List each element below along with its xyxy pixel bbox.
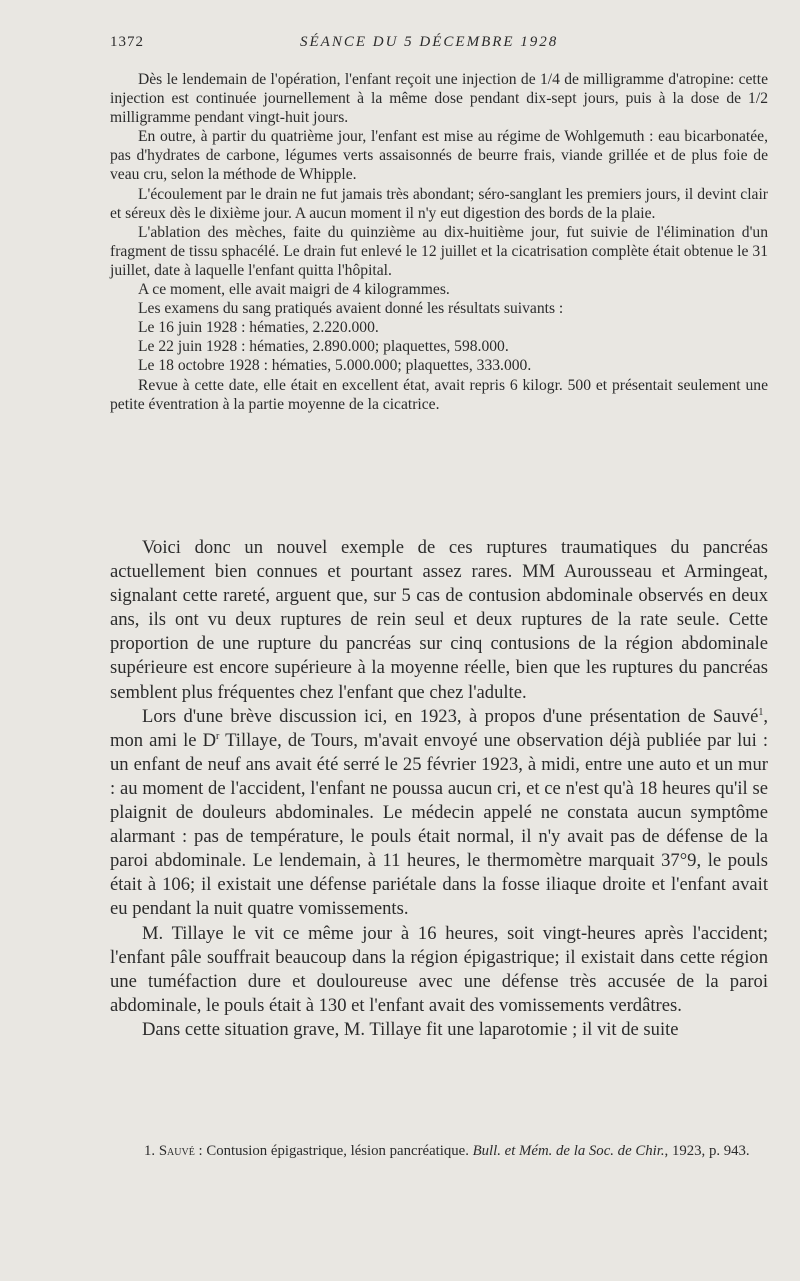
paragraph: L'ablation des mèches, faite du quinzième au dix-huitième jour, fut suivie de l'élimination d'un fragment de tissu sphacélé. Le drain fut enlevé le 12 juillet et la cicatrisation complète était obtenue le 31 juillet, date à laquelle l'enfant quitta l'hôpital. <box>110 223 768 279</box>
paragraph: M. Tillaye le vit ce même jour à 16 heures, soit vingt-heures après l'accident; l'enfant pâle souffrait beaucoup dans la région épigastrique; il existait dans cette région une tuméfaction dure et douloureuse avec une défense très accusée de la paroi abdominale, le pouls était à 130 et l'enfant avait des vomissements verdâtres. <box>110 922 768 1016</box>
blood-exam-line: Le 16 juin 1928 : hématies, 2.220.000. <box>138 319 379 337</box>
footnote-ref: 1 <box>758 706 764 718</box>
paragraph: Voici donc un nouvel exemple de ces ruptures traumatiques du pancréas actuellement bien connues et pourtant assez rares. MM Aurousseau et Armingeat, signalant cette rareté, arguent que, sur 5 cas de contusion abdominale observés en deux ans, ils ont vu deux ruptures de rein seul et deux ruptures de la rate seule. Cette proportion de une rupture du pancréas sur cinq contusions de la région abdominale supérieure est encore supérieure à la moyenne réelle, bien que les ruptures du pancréas semblent plus fréquentes chez l'enfant que chez l'adulte. <box>110 537 768 703</box>
footnote: 1. Sauvé : Contusion épigastrique, lésion pancréatique. Bull. et Mém. de la Soc. de Chir., 1923, p. 943. <box>144 1143 750 1159</box>
paragraph: Dans cette situation grave, M. Tillaye fit une laparotomie ; il vit de suite <box>142 1018 679 1040</box>
paragraph: L'écoulement par le drain ne fut jamais très abondant; séro-sanglant les premiers jours, il devint clair et séreux dès le dixième jour. A aucun moment il n'y eut digestion des bords de la plaie. <box>110 185 768 222</box>
paragraph: Les examens du sang pratiqués avaient donné les résultats suivants : <box>138 300 564 318</box>
main-text <box>110 536 768 1042</box>
paragraph: En outre, à partir du quatrième jour, l'enfant est mise au régime de Wohlgemuth : eau bicarbonatée, pas d'hydrates de carbone, légumes verts assaisonnés de beurre frais, viande grillée et de plus foie de veau cru, selon la méthode de Whipple. <box>110 128 768 184</box>
paragraph: Dès le lendemain de l'opération, l'enfant reçoit une injection de 1/4 de milligramme d'atropine: cette injection est continuée journellement à la même dose pendant dix-sept jours, puis à la dose de 1/2 milligramme pendant vingt-huit jours. <box>110 71 768 127</box>
blood-exam-line: Le 22 juin 1928 : hématies, 2.890.000; plaquettes, 598.000. <box>138 338 509 356</box>
paragraph: A ce moment, elle avait maigri de 4 kilogrammes. <box>138 281 450 299</box>
page-header <box>110 34 766 56</box>
paragraph: Lors d'une brève discussion ici, en 1923, à propos d'une présentation de Sauvé$^1$, mon ami le $D^r$ Tillaye, de Tours, m'avait envoyé une observation déjà publiée par lui : un enfant de neuf ans avait été serré le 25 février 1923, à midi, entre une auto et un mur : au moment de l'accident, l'enfant ne poussa aucun cri, et ce n'est qu'à 18 heures qu'il se plaignit de douleurs abdominales. Le médecin appelé ne constata aucun symptôme alarmant : pas de température, le pouls était normal, il n'y avait pas de défense de la paroi abdominale. Le lendemain, à 11 heures, le thermomètre marquait 37°9, le pouls était à 106; il existait une défense pariétale dans la fosse iliaque droite et l'enfant avait eu pendant la nuit quatre vomissements. <box>110 705 768 920</box>
page-number: 1372 <box>110 34 144 50</box>
running-title: SÉANCE DU 5 DÉCEMBRE 1928 <box>300 34 559 50</box>
footnote-author: Sauvé <box>158 1143 195 1159</box>
case-report-small-text <box>110 70 768 414</box>
footnote-journal: Bull. et Mém. de la Soc. de Chir. <box>472 1143 665 1159</box>
blood-exam-line: Le 18 octobre 1928 : hématies, 5.000.000; plaquettes, 333.000. <box>138 357 532 375</box>
paragraph: Revue à cette date, elle était en excellent état, avait repris 6 kilogr. 500 et présentait seulement une petite éventration à la partie moyenne de la cicatrice. <box>110 376 768 413</box>
